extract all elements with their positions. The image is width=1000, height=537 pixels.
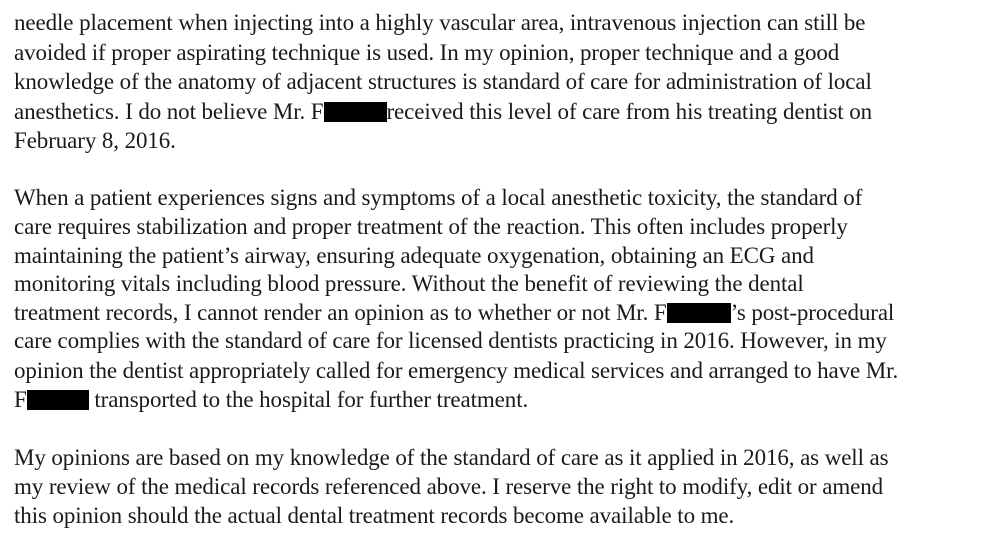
text-line: monitoring vitals including blood pressure. Without the benefit of reviewing the dental (14, 271, 804, 296)
text-segment: received this level of care from his treating dentist on (386, 99, 873, 124)
redaction-box (667, 303, 731, 323)
text-line (14, 298, 894, 328)
text-line (14, 385, 528, 415)
text-line: care complies with the standard of care for licensed dentists practicing in 2016. However, in my (14, 328, 887, 353)
text-segment: F (14, 387, 27, 412)
text-segment: anesthetics. I do not believe Mr. F (14, 99, 324, 124)
text-line (14, 97, 872, 127)
text-line: When a patient experiences signs and symptoms of a local anesthetic toxicity, the standard of (14, 185, 863, 210)
text-segment: treatment records, I cannot render an opinion as to whether or not Mr. F (14, 300, 667, 325)
text-line: February 8, 2016. (14, 128, 176, 153)
text-line: my review of the medical records referenced above. I reserve the right to modify, edit or amend (14, 474, 884, 499)
text-line: care requires stabilization and proper treatment of the reaction. This often includes properly (14, 214, 848, 239)
text-line: needle placement when injecting into a highly vascular area, intravenous injection can still be (14, 10, 866, 35)
text-line: opinion the dentist appropriately called for emergency medical services and arranged to have Mr. (14, 358, 899, 383)
text-line: avoided if proper aspirating technique is used. In my opinion, proper technique and a good (14, 40, 840, 65)
text-line: knowledge of the anatomy of adjacent structures is standard of care for administration of local (14, 69, 872, 94)
text-segment: ’s post-procedural (730, 300, 895, 325)
text-line: maintaining the patient’s airway, ensuring adequate oxygenation, obtaining an ECG and (14, 243, 814, 268)
text-line: My opinions are based on my knowledge of the standard of care as it applied in 2016, as well as (14, 445, 889, 470)
text-line: this opinion should the actual dental treatment records become available to me. (14, 503, 735, 528)
redaction-box (324, 102, 387, 122)
text-segment: transported to the hospital for further treatment. (88, 387, 529, 412)
redaction-box (27, 390, 89, 410)
